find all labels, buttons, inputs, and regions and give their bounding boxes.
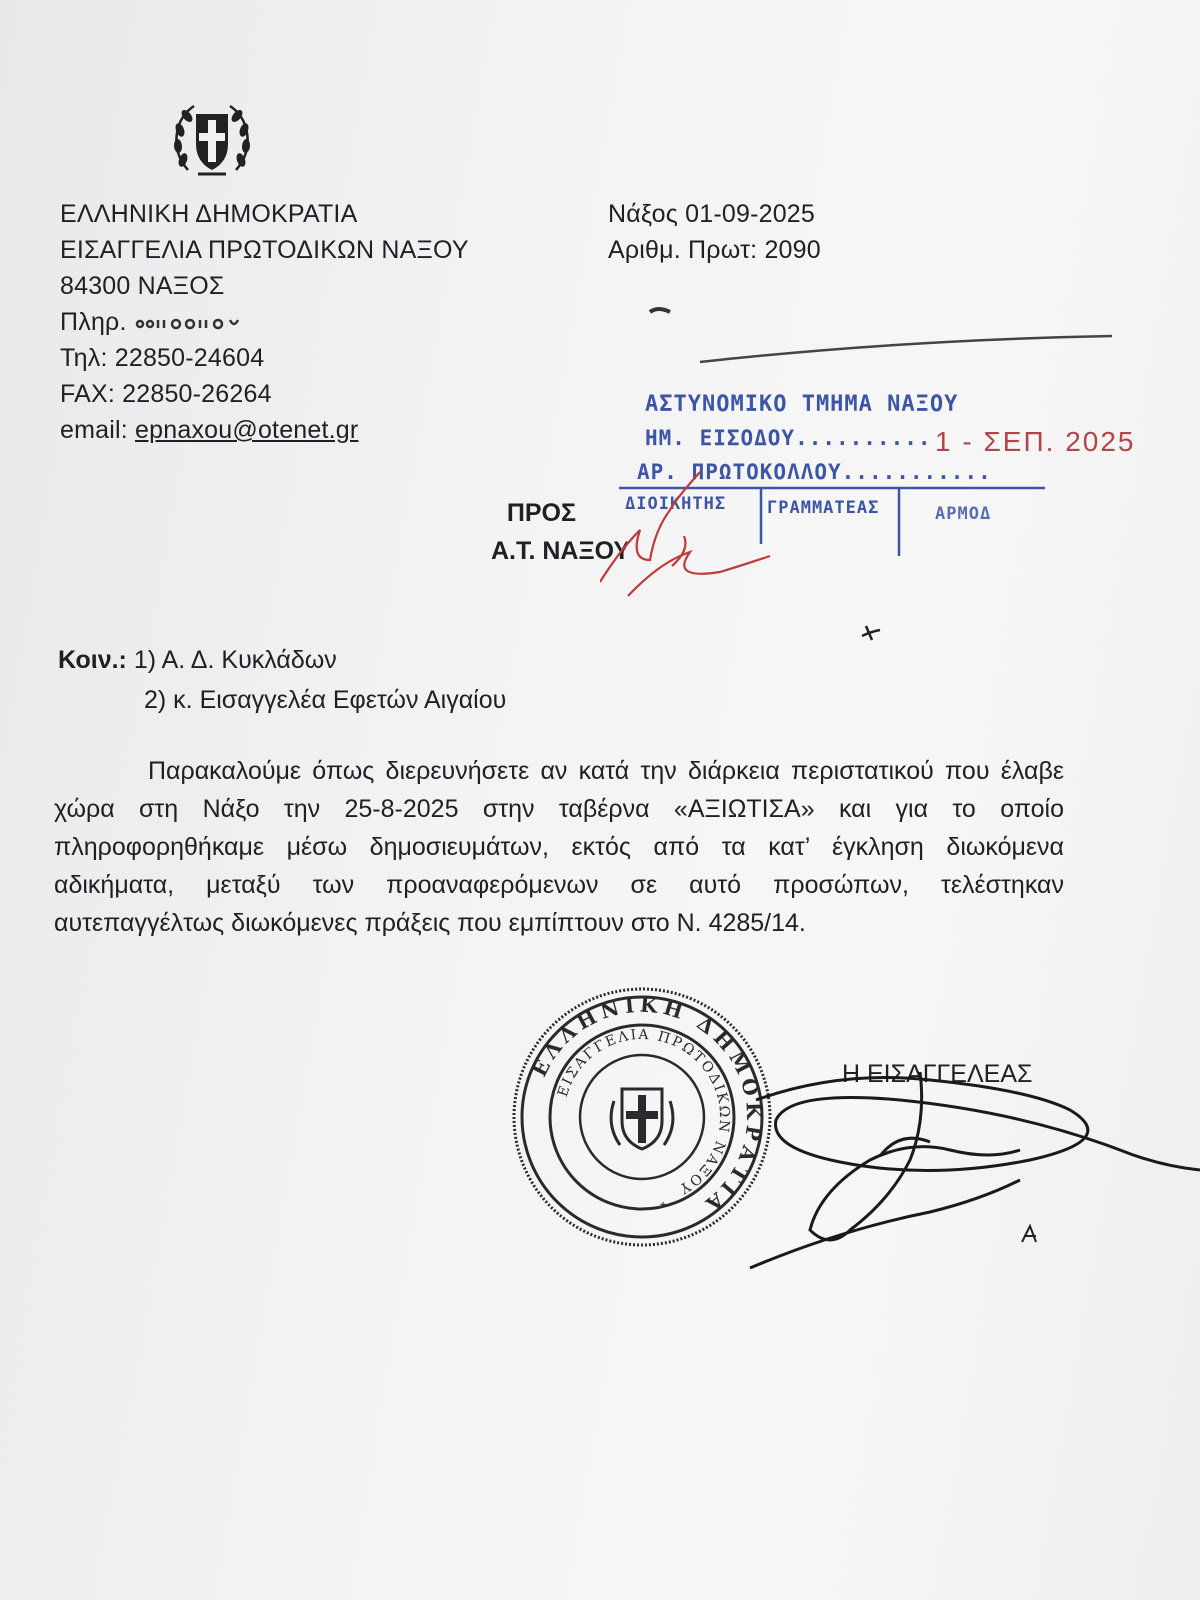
official-seal-icon [510, 985, 775, 1250]
sender-address: 84300 ΝΑΞΟΣ [60, 272, 225, 300]
recipient-label: ΠΡΟΣ [506, 499, 576, 527]
protocol-label: ΑΡ. ΠΡΩΤΟΚΟΛΛΟΥ [637, 460, 842, 484]
stamp-col-responsible: ΑΡΜΟΔ [935, 504, 992, 524]
stamp-col-secretary: ΓΡΑΜΜΑΤΕΑΣ [767, 498, 880, 518]
signer-title: Η ΕΙΣΑΓΓΕΛΕΑΣ [842, 1060, 1033, 1088]
sender-phone: Τηλ: 22850-24604 [60, 344, 265, 372]
cc-item-1: 1) Α. Δ. Κυκλάδων [126, 646, 337, 674]
recipient-name: Α.Τ. ΝΑΞΟΥ [490, 537, 630, 565]
cc-line-1 [58, 640, 506, 680]
police-receipt-stamp: ΑΣΤΥΝΟΜΙΚΟ ΤΜΗΜΑ ΝΑΞΟΥ ΗΜ. ΕΙΣΟΔΟΥ.......... 1 - ΣΕΠ. 2025 ΑΡ. ΠΡΩΤΟΚΟΛΛΟΥ........... ΔΙΟΙΚΗΤΗΣ ΓΡΑΜΜΑΤΕΑΣ ΑΡΜΟΔ [645, 400, 1085, 560]
redacted-name-icon [134, 314, 254, 332]
email-label: email: [60, 416, 136, 444]
seal-outer-text: ΕΛΛΗΝΙΚΗ ΔΗΜΟΚΡΑΤΙΑ [527, 992, 767, 1220]
pen-tick-mark [862, 626, 880, 640]
police-stamp-title: ΑΣΤΥΝΟΜΙΚΟ ΤΜΗΜΑ ΝΑΞΟΥ [645, 392, 959, 417]
prosecutor-signature [750, 1072, 1200, 1268]
body-paragraph: Παρακαλούμε όπως διερευνήσετε αν κατά την διάρκεια περιστατικού που έλαβε χώρα στη Νάξο την 25-8-2025 στην ταβέρνα «ΑΞΙΩΤΙΣΑ» και για το οποίο πληροφορηθήκαμε μέσω δημοσιευμάτων, εκτός από τα κατ’ έγκληση διωκόμενα αδικήματα, μεταξύ των προαναφερόμενων σε αυτό προσώπων, τελέστηκαν αυτεπαγγέλτως διωκόμενες πράξεις που εμπίπτουν στο Ν. 4285/14. [54, 757, 1064, 937]
contact-person-label: Πληρ. [60, 308, 127, 336]
small-initial-mark [1022, 1226, 1036, 1242]
svg-text:*: * [660, 1200, 667, 1217]
cc-block [58, 640, 506, 720]
sender-email-line [60, 412, 469, 448]
protocol-number: Αριθμ. Πρωτ: 2090 [608, 236, 821, 264]
email-link[interactable]: epnaxou@otenet.gr [135, 416, 359, 444]
seal-inner-text: ΕΙΣΑΓΓΕΛΙΑ ΠΡΩΤΟΔΙΚΩΝ ΝΑΞΟΥ [554, 1026, 733, 1198]
sender-office: ΕΙΣΑΓΓΕΛΙΑ ΠΡΩΤΟΔΙΚΩΝ ΝΑΞΟΥ [60, 236, 469, 264]
date-block [608, 196, 821, 268]
pencil-mark [650, 309, 670, 312]
entry-date-label: ΗΜ. ΕΙΣΟΔΟΥ [645, 426, 796, 450]
recipient-block [440, 494, 630, 570]
sender-block [60, 196, 469, 448]
cc-item-2: 2) κ. Εισαγγελέα Εφετών Αιγαίου [144, 686, 507, 714]
letter-body [54, 752, 1064, 942]
greek-emblem-icon [168, 100, 256, 180]
sender-contact-person [60, 304, 469, 340]
sender-fax: FAX: 22850-26264 [60, 380, 272, 408]
cc-label: Κοιν.: [58, 646, 127, 674]
stamp-col-director: ΔΙΟΙΚΗΤΗΣ [625, 494, 727, 514]
sender-country: ΕΛΛΗΝΙΚΗ ΔΗΜΟΚΡΑΤΙΑ [60, 200, 358, 228]
entry-date-stamp: 1 - ΣΕΠ. 2025 [935, 426, 1136, 457]
pen-line [700, 336, 1112, 362]
document-date: Νάξος 01-09-2025 [608, 200, 816, 228]
